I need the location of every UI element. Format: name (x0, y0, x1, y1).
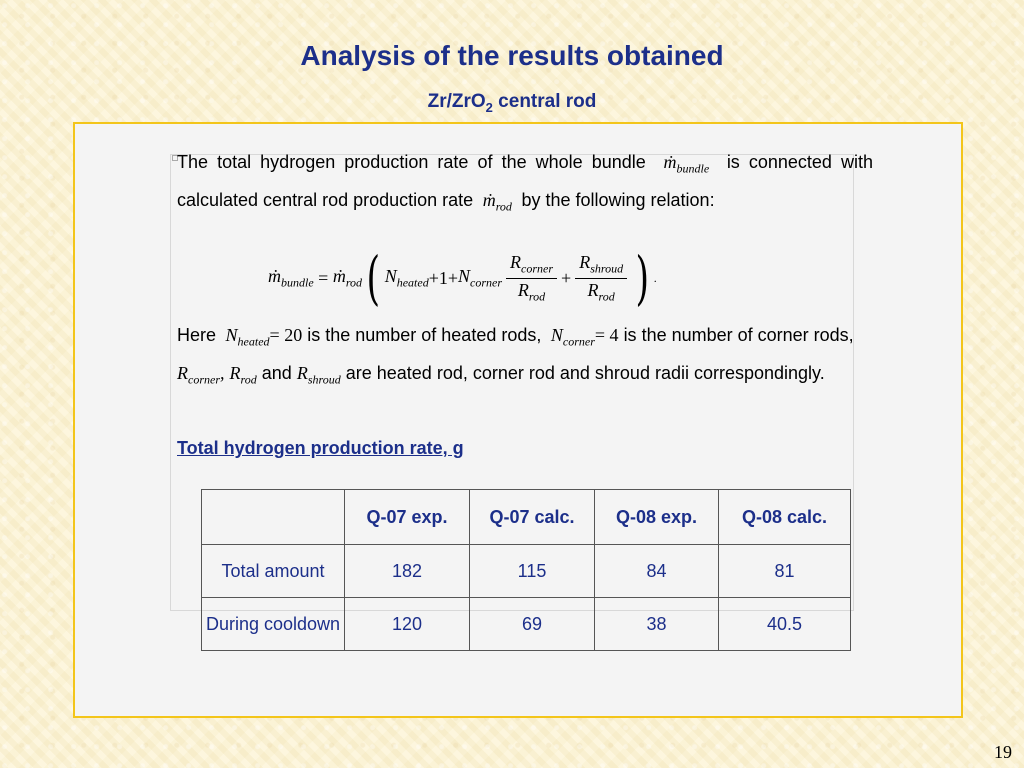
intro-text-c: by the following relation: (521, 189, 715, 210)
expl-n-corner-sub: corner (562, 334, 595, 349)
production-equation (268, 246, 657, 310)
table-header-q08-exp: Q-08 exp. (595, 490, 719, 545)
eq-frac-shroud (575, 252, 627, 304)
eq-rod-sub: rod (345, 275, 363, 290)
expl-text-1: is the number of heated rods, (307, 325, 542, 345)
expl-text-3: are heated rod, corner rod and shroud radii correspondingly. (345, 362, 825, 383)
table-header-corner (202, 490, 345, 545)
expl-here: Here (177, 325, 217, 345)
expl-r-corner: $R_{corner}$, (177, 362, 225, 387)
intro-text-b: is connected with calculated central rod production rate (177, 152, 874, 210)
table-cell: 182 (345, 545, 470, 598)
expl-n-corner-val: = 4 (594, 325, 619, 345)
eq-n-heated-sub: heated (396, 275, 429, 290)
eq-plus-one: +1+ (428, 267, 459, 288)
intro-text-a: The total hydrogen production rate of the whole bundle (177, 152, 646, 172)
eq-n-corner-sub: corner (470, 275, 503, 290)
subtitle-rest: central rod (492, 91, 597, 112)
eq-n-corner: $N_{corner}$ (458, 265, 503, 290)
slide-subtitle (0, 91, 1024, 115)
table-cell: 40.5 (719, 598, 851, 651)
page-number: 19 (994, 742, 1012, 762)
eq-frac-corner-den: $R_{rod}$ (517, 279, 546, 304)
row-label-total: Total amount (202, 545, 345, 598)
expl-r-rod: $R_{rod}$ (229, 362, 257, 387)
eq-lhs-sub: bundle (281, 275, 314, 290)
eq-left-paren: ( (366, 244, 381, 312)
eq-plus: + (561, 267, 572, 288)
table-row (202, 598, 851, 651)
eq-trailing-dot: . (653, 270, 657, 285)
eq-r-corner-sub: corner (521, 261, 554, 276)
expl-and: and (261, 362, 292, 383)
eq-r-shroud-sub: shroud (590, 261, 624, 276)
table-cell: 81 (719, 545, 851, 598)
eq-frac-corner (506, 252, 557, 304)
eq-frac-corner-num: $R_{corner}$ (506, 252, 557, 279)
expl-n-heated: $N_{heated}$ (221, 325, 270, 349)
table-cell: 120 (345, 598, 470, 651)
subtitle-main: Zr/ZrO (427, 91, 486, 112)
eq-frac-shroud-num: $R_{shroud}$ (575, 252, 627, 279)
intro-paragraph (177, 147, 873, 222)
expl-n-heated-sub: heated (237, 334, 270, 349)
eq-rod: ṁ$_{rod}$ (332, 265, 363, 290)
explanation-paragraph (177, 320, 867, 395)
table-header-q07-calc: Q-07 calc. (470, 490, 595, 545)
table-cell: 115 (470, 545, 595, 598)
m-bundle-sub: bundle (676, 161, 710, 176)
m-rod-symbol: ṁ$_{rod}$ (478, 189, 512, 214)
expl-r-corner-sub: corner (188, 372, 220, 387)
table-cell: 69 (470, 598, 595, 651)
m-bundle-symbol: ṁ$_{bundle}$ (654, 152, 710, 176)
row-label-cooldown: During cooldown (202, 598, 345, 651)
slide-title: Analysis of the results obtained (300, 40, 724, 71)
eq-right-paren: ) (635, 244, 650, 312)
table-header-row (202, 490, 851, 545)
table-header-q07-exp: Q-07 exp. (345, 490, 470, 545)
results-table (201, 489, 851, 651)
table-row (202, 545, 851, 598)
eq-r-rod-sub-2: rod (598, 289, 615, 304)
expl-r-shroud: $R_{shroud}$ (296, 362, 341, 387)
eq-n-heated: $N_{heated}$ (384, 265, 429, 290)
expl-r-rod-sub: rod (240, 372, 257, 387)
expl-text-2: is the number of corner rods, (623, 325, 854, 345)
expl-r-shroud-sub: shroud (307, 372, 341, 387)
eq-frac-shroud-den: $R_{rod}$ (587, 279, 615, 304)
table-cell: 84 (595, 545, 719, 598)
table-title: Total hydrogen production rate, g (177, 438, 464, 458)
table-header-q08-calc: Q-08 calc. (719, 490, 851, 545)
eq-r-rod-sub-1: rod (528, 289, 546, 304)
table-cell: 38 (595, 598, 719, 651)
expl-n-heated-val: = 20 (269, 325, 303, 345)
expl-n-corner: $N_{corner}$ (546, 325, 595, 349)
subtitle-subscript: 2 (485, 99, 493, 115)
eq-equals: = (313, 267, 333, 288)
eq-lhs: ṁ$_{bundle}$ (268, 265, 314, 290)
m-rod-sub: rod (495, 199, 512, 214)
